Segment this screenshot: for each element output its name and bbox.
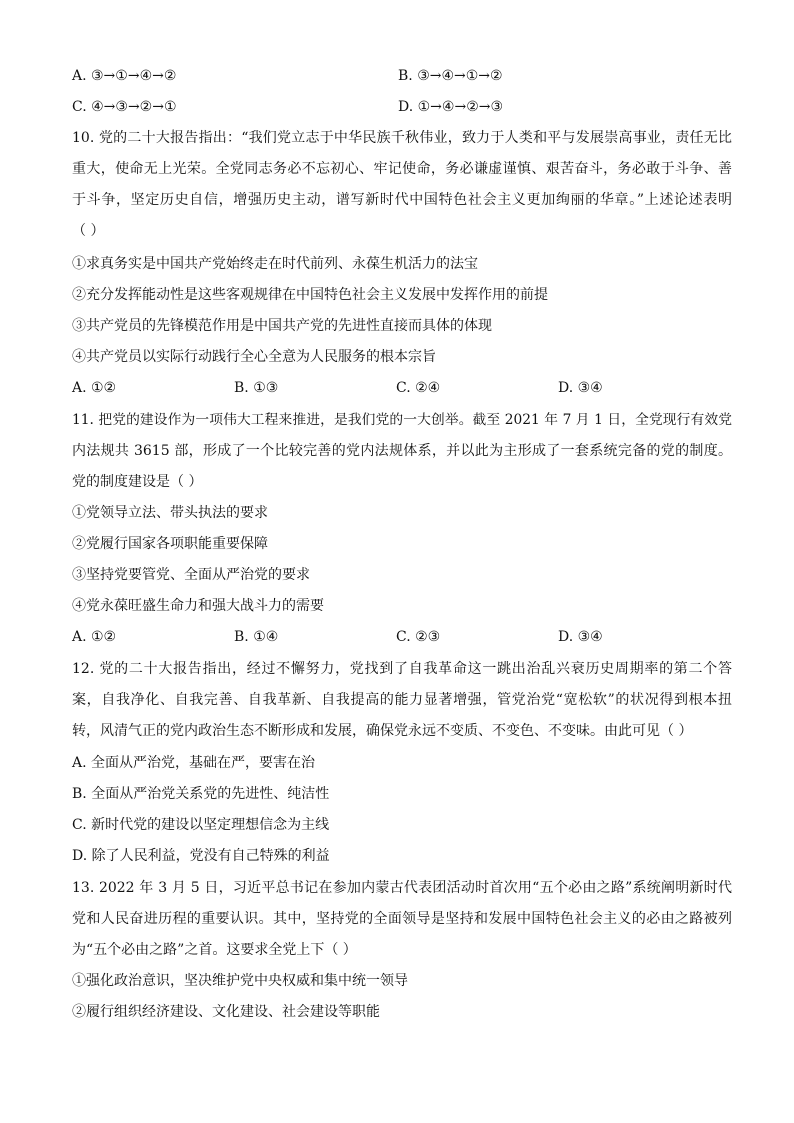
q10-option-c: C. ②④ <box>396 380 441 396</box>
q11-item-1: ①党领导立法、带头执法的要求 <box>72 505 268 521</box>
q9-option-a: A. ③→①→④→② <box>72 68 177 84</box>
q10-option-d: D. ③④ <box>558 380 603 396</box>
q12-stem-line-2: 案，自我净化、自我完善、自我革新、自我提高的能力显著增强，管党治党“宽松软”的状况得到根本扭 <box>72 692 732 708</box>
q11-stem-line-3: 党的制度建设是（ ） <box>72 474 203 490</box>
q11-stem-line-1: 11. 把党的建设作为一项伟大工程来推进，是我们党的一大创举。截至 2021 年 7 月 1 日，全党现行有效党 <box>72 412 732 428</box>
q9-option-b: B. ③→④→①→② <box>398 68 503 84</box>
q11-option-a: A. ①② <box>72 629 117 645</box>
q10-stem-line-2: 重大，使命无上光荣。全党同志务必不忘初心、牢记使命，务必谦虚谨慎、艰苦奋斗，务必敢于斗争、善 <box>72 161 732 177</box>
q10-item-2: ②充分发挥能动性是这些客观规律在中国特色社会主义发展中发挥作用的前提 <box>72 287 548 303</box>
q13-stem-line-1: 13. 2022 年 3 月 5 日，习近平总书记在参加内蒙古代表团活动时首次用“五个必由之路”系统阐明新时代 <box>72 880 732 896</box>
q10-stem-line-4: （ ） <box>72 223 105 239</box>
q11-stem-line-2: 内法规共 3615 部，形成了一个比较完善的党内法规体系，并以此为主形成了一套系统完备的党的制度。 <box>72 443 732 459</box>
q11-item-4: ④党永葆旺盛生命力和强大战斗力的需要 <box>72 598 324 614</box>
q11-item-3: ③坚持党要管党、全面从严治党的要求 <box>72 567 310 583</box>
q13-item-1: ①强化政治意识，坚决维护党中央权威和集中统一领导 <box>72 973 408 989</box>
q10-option-b: B. ①③ <box>234 380 279 396</box>
q12-stem-line-3: 转，风清气正的党内政治生态不断形成和发展，确保党永远不变质、不变色、不变味。由此可见（ ） <box>72 723 693 739</box>
q10-stem-line-3: 于斗争，坚定历史自信，增强历史主动，谱写新时代中国特色社会主义更加绚丽的华章。”上述论述表明 <box>72 192 732 208</box>
q11-item-2: ②党履行国家各项职能重要保障 <box>72 536 268 552</box>
q10-option-a: A. ①② <box>72 380 117 396</box>
q10-item-3: ③共产党员的先锋模范作用是中国共产党的先进性直接而具体的体现 <box>72 318 492 334</box>
q11-option-b: B. ①④ <box>234 629 279 645</box>
q10-stem-line-1: 10. 党的二十大报告指出：“我们党立志于中华民族千秋伟业，致力于人类和平与发展崇高事业，责任无比 <box>72 130 732 146</box>
q12-stem-line-1: 12. 党的二十大报告指出，经过不懈努力，党找到了自我革命这一跳出治乱兴衰历史周期率的第二个答 <box>72 661 732 677</box>
q10-item-4: ④共产党员以实际行动践行全心全意为人民服务的根本宗旨 <box>72 349 436 365</box>
q13-stem-line-2: 党和人民奋进历程的重要认识。其中，坚持党的全面领导是坚持和发展中国特色社会主义的必由之路被列 <box>72 911 732 927</box>
q13-stem-line-3: 为“五个必由之路”之首。这要求全党上下（ ） <box>72 942 357 958</box>
q12-option-c: C. 新时代党的建设以坚定理想信念为主线 <box>72 817 330 833</box>
q12-option-d: D. 除了人民利益，党没有自己特殊的利益 <box>72 848 330 864</box>
q12-option-b: B. 全面从严治党关系党的先进性、纯洁性 <box>72 786 330 802</box>
q12-option-a: A. 全面从严治党，基础在严，要害在治 <box>72 755 316 771</box>
q11-option-c: C. ②③ <box>396 629 441 645</box>
q10-item-1: ①求真务实是中国共产党始终走在时代前列、永葆生机活力的法宝 <box>72 256 478 272</box>
q9-option-c: C. ④→③→②→① <box>72 99 177 115</box>
q13-item-2: ②履行组织经济建设、文化建设、社会建设等职能 <box>72 1004 380 1020</box>
q9-option-d: D. ①→④→②→③ <box>398 99 504 115</box>
q11-option-d: D. ③④ <box>558 629 603 645</box>
